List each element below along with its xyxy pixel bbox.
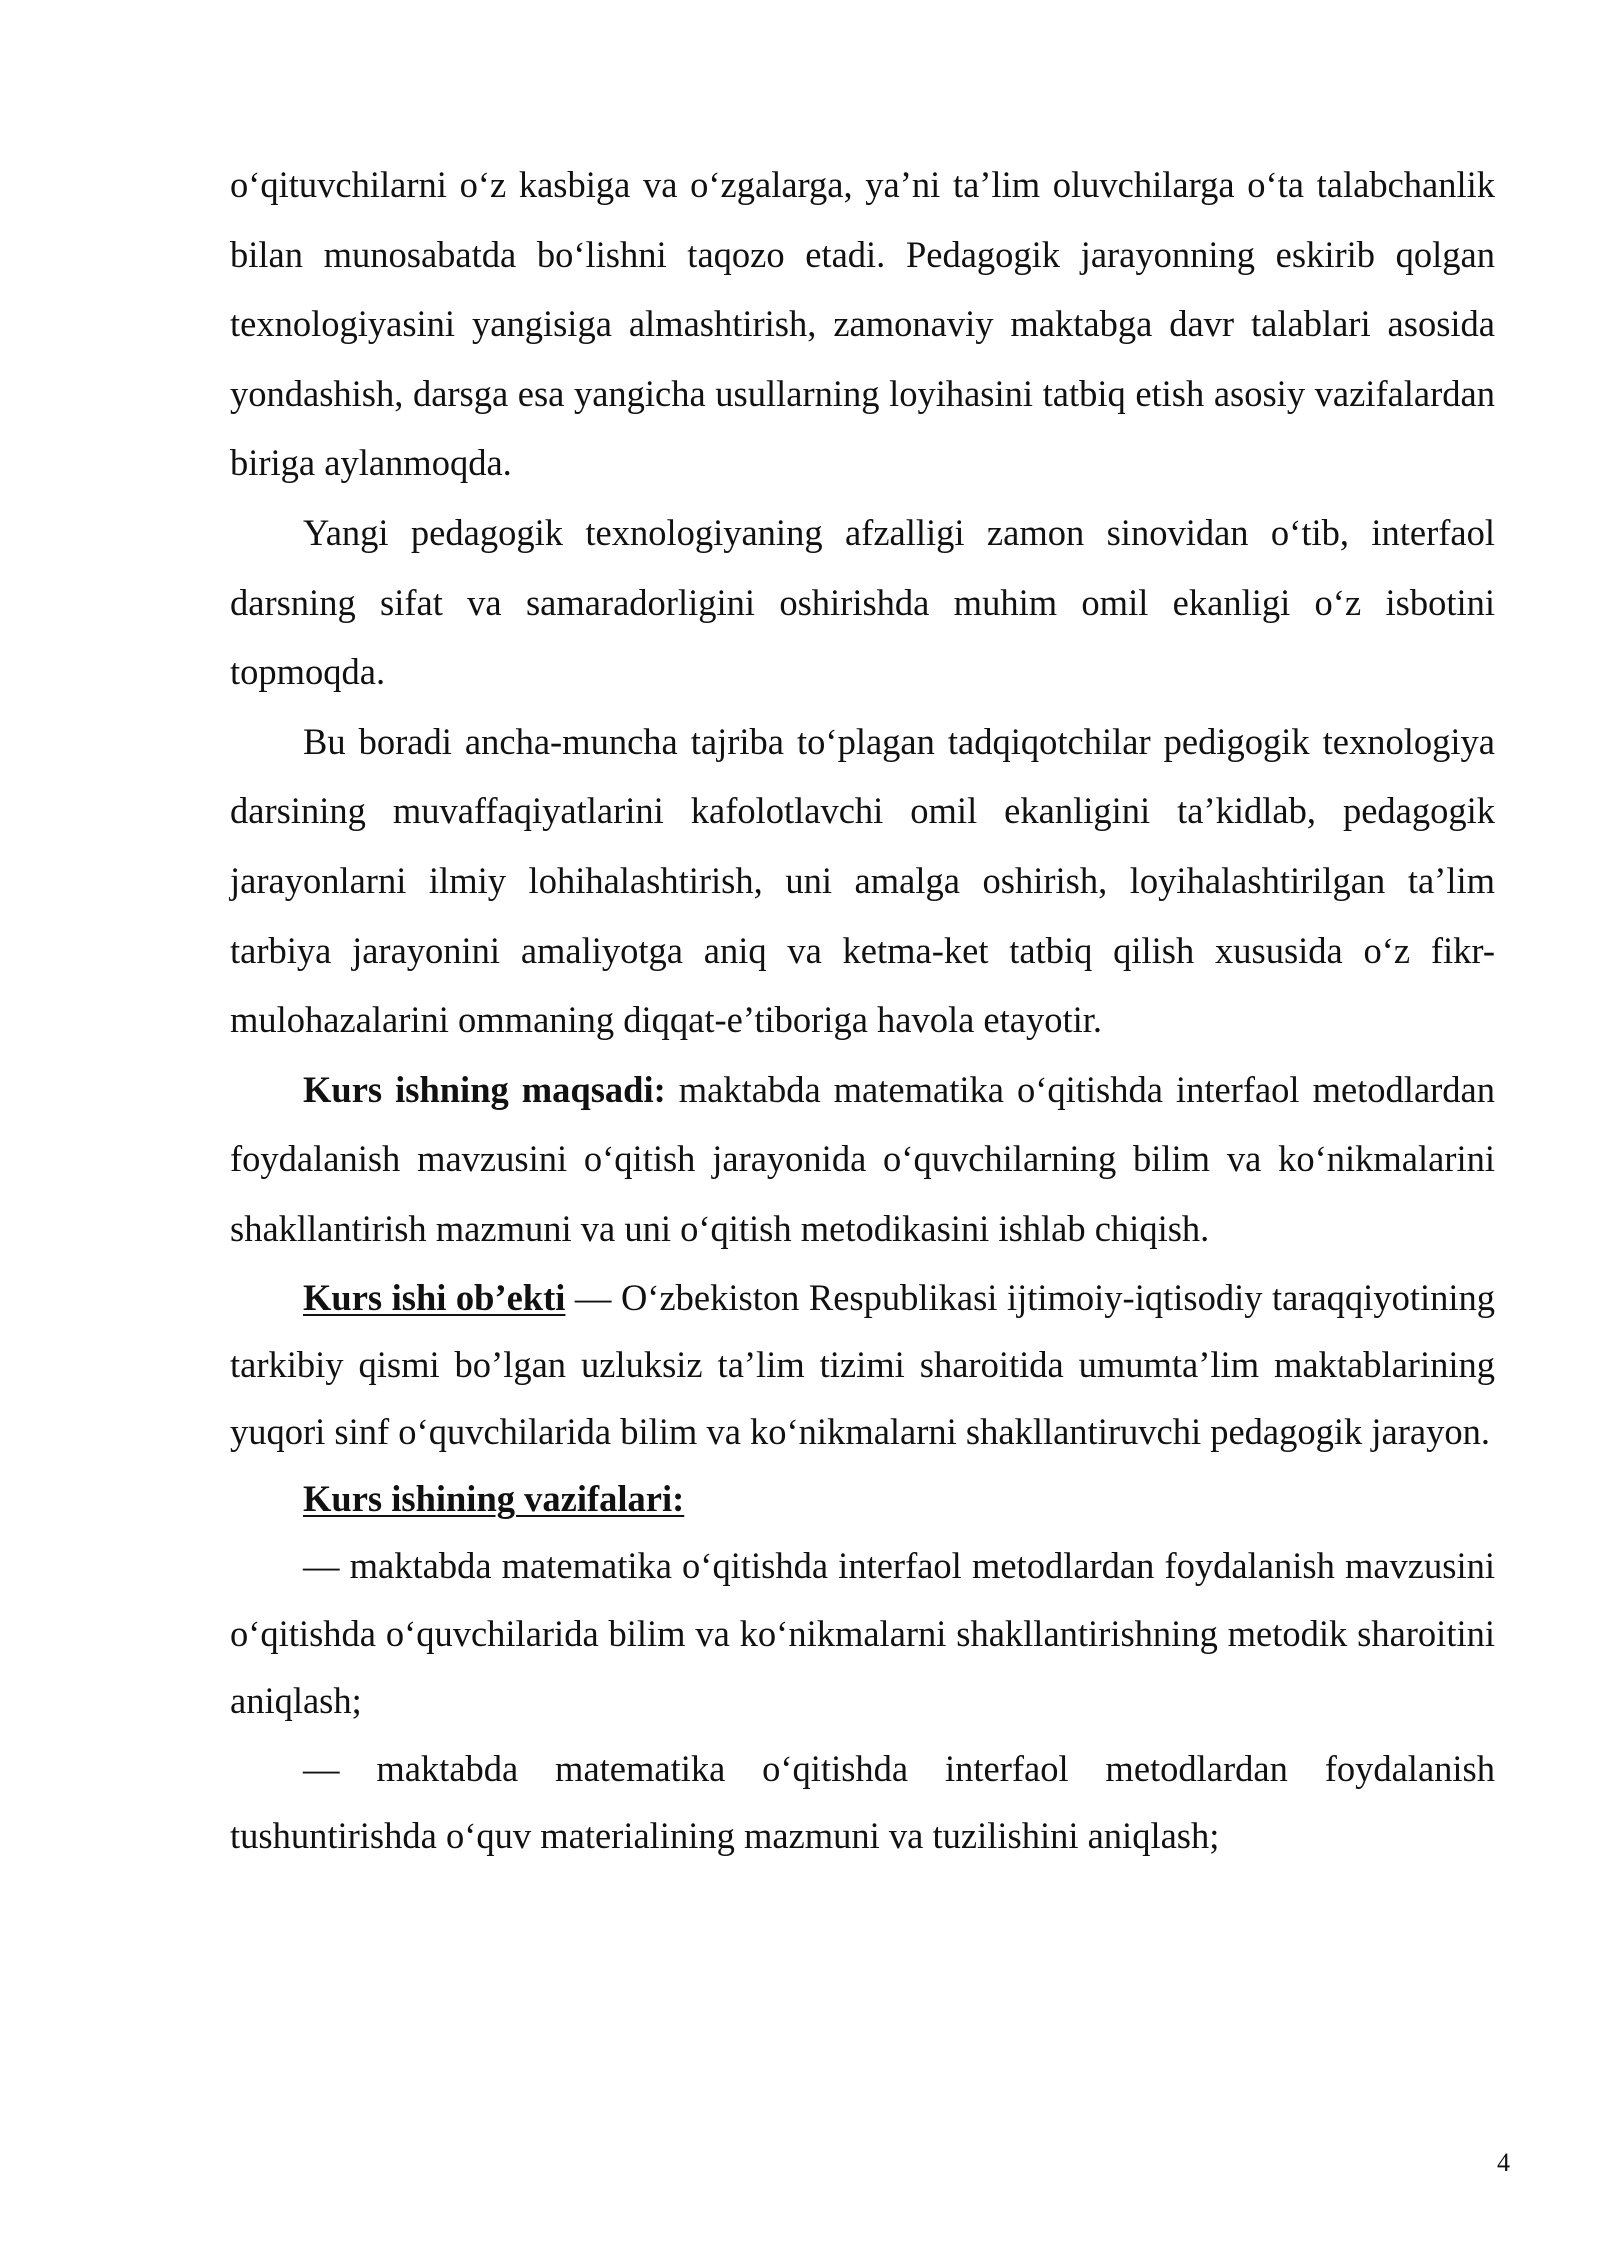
task-item-1: — maktabda matematika o‘qitishda interfaol metodlardan foydalanish mavzusini o‘qitishda o‘quvchilarida bilim va ko‘nikmalarni shakllantirishning metodik sharoitini aniqlash; [230,1545,1495,1722]
task-item-2: — maktabda matematika o‘qitishda interfaol metodlardan foydalanish tushuntirishda o‘quv materialining mazmuni va tuzilishini aniqlash; [230,1747,1495,1857]
paragraph-new-technology: Yangi pedagogik texnologiyaning afzalligi zamon sinovidan o‘tib, interfaol darsning sifat va samaradorligini oshirishda muhim omil ekanligi o‘z isbotini topmoqda. [230,511,1495,693]
object-text: — O‘zbekiston Respublikasi ijtimoiy-iqtisodiy taraqqiyotining tarkibiy qismi bo’lgan uzluksiz ta’lim tizimi sharoitida umumta’lim maktablarining yuqori sinf o‘quvchilarida bilim va ko‘nikmalarni shakllantiruvchi pedagogik jarayon. [230,1276,1495,1452]
tasks-heading [230,1465,1495,1533]
tasks-heading-label: Kurs ishining vazifalari: [303,1477,685,1519]
goal-label: Kurs ishning maqsadi: [303,1068,666,1110]
paragraph-goal [230,1055,1495,1264]
goal-text: maktabda matematika o‘qitishda interfaol metodlardan foydalanish mavzusini o‘qitish jarayonida o‘quvchilarning bilim va ko‘nikmalarini shakllantirish mazmuni va uni o‘qitish metodikasini ishlab chiqish. [230,1068,1496,1249]
paragraph-object [230,1264,1495,1465]
paragraph-researchers: Bu boradi ancha-muncha tajriba to‘plagan tadqiqotchilar pedigogik texnologiya darsining muvaffaqiyatlarini kafolotlavchi omil ekanligini ta’kidlab, pedagogik jarayonlarni ilmiy lohihalashtirish, uni amalga oshirish, loyihalashtirilgan ta’lim tarbiya jarayonini amaliyotga aniq va ketma-ket tatbiq qilish xususida o‘z fikr-mulohazalarini ommaning diqqat-e’tiboriga havola etayotir. [230,720,1495,1041]
page-number: 4 [1497,2148,1510,2177]
paragraph-intro-continuation: o‘qituvchilarni o‘z kasbiga va o‘zgalarga, ya’ni ta’lim oluvchilarga o‘ta talabchanlik bilan munosabatda bo‘lishni taqozo etadi. Pedagogik jarayonning eskirib qolgan texnologiyasini yangisiga almashtirish, zamonaviy maktabga davr talablari asosida yondashish, darsga esa yangicha usullarning loyihasini tatbiq etish asosiy vazifalardan biriga aylanmoqda. [230,164,1495,484]
page-body [230,150,1495,1870]
object-label: Kurs ishi ob’ekti [303,1276,566,1318]
